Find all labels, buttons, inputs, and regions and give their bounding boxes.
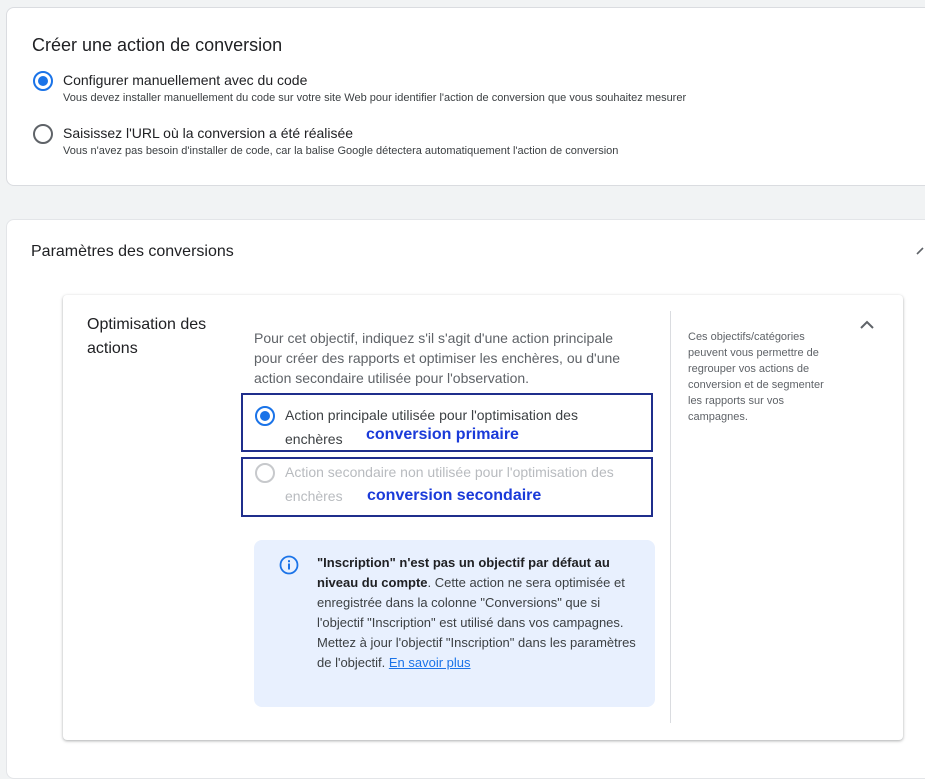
optimisation-title: Optimisation des actions [87, 316, 207, 357]
collapse-arrow-icon[interactable] [914, 244, 925, 258]
primary-conversion-annotation: conversion primaire [366, 426, 519, 443]
option-enter-url-description: Vous n'avez pas besoin d'installer de code, car la balise Google détectera automatiquement l'action de conversion [63, 145, 619, 157]
create-conversion-card [6, 7, 925, 186]
info-icon [278, 554, 300, 576]
option-manual-code-label[interactable]: Configurer manuellement avec du code [63, 72, 308, 88]
info-callout-bold: "Inscription" n'est pas un objectif par défaut au niveau du compte [317, 555, 610, 590]
create-conversion-title: Créer une action de conversion [32, 35, 283, 55]
primary-action-label-line2: enchères [285, 431, 343, 447]
optimisation-intro: Pour cet objectif, indiquez s'il s'agit d'une action principale pour créer des rapports et optimiser les enchères, ou d'une action secondaire utilisée pour l'observation. [254, 330, 621, 386]
secondary-action-label-line1: Action secondaire non utilisée pour l'optimisation des [285, 464, 614, 480]
chevron-up-icon[interactable] [857, 315, 877, 335]
option-enter-url-label[interactable]: Saisissez l'URL où la conversion a été réalisée [63, 125, 354, 141]
option-manual-code-description: Vous devez installer manuellement du code sur votre site Web pour identifier l'action de conversion que vous souhaitez mesurer [63, 92, 687, 104]
info-callout [254, 540, 655, 707]
radio-primary-action[interactable] [255, 406, 275, 426]
conversion-settings-title: Paramètres des conversions [31, 243, 234, 260]
secondary-conversion-annotation: conversion secondaire [367, 487, 542, 504]
info-callout-text [317, 553, 637, 673]
info-callout-body: . Cette action ne sera optimisée et enregistrée dans la colonne "Conversions" que si l'objectif "Inscription" est utilisé dans vos campagnes. Mettez à jour l'objectif "Inscription" dans les paramètres de l'objectif. [317, 575, 636, 670]
secondary-action-label-line2: enchères [285, 488, 343, 504]
primary-action-label-line1: Action principale utilisée pour l'optimisation des [285, 407, 578, 423]
learn-more-link[interactable]: En savoir plus [388, 655, 471, 670]
vertical-divider [670, 311, 671, 723]
side-note: Ces objectifs/catégories peuvent vous permettre de regrouper vos actions de conversion et de segmenter les rapports sur vos campagnes. [688, 331, 824, 423]
action-optimisation-panel [63, 295, 903, 740]
radio-enter-url[interactable] [33, 124, 53, 144]
radio-secondary-action[interactable] [255, 463, 275, 483]
radio-manual-code[interactable] [33, 71, 53, 91]
